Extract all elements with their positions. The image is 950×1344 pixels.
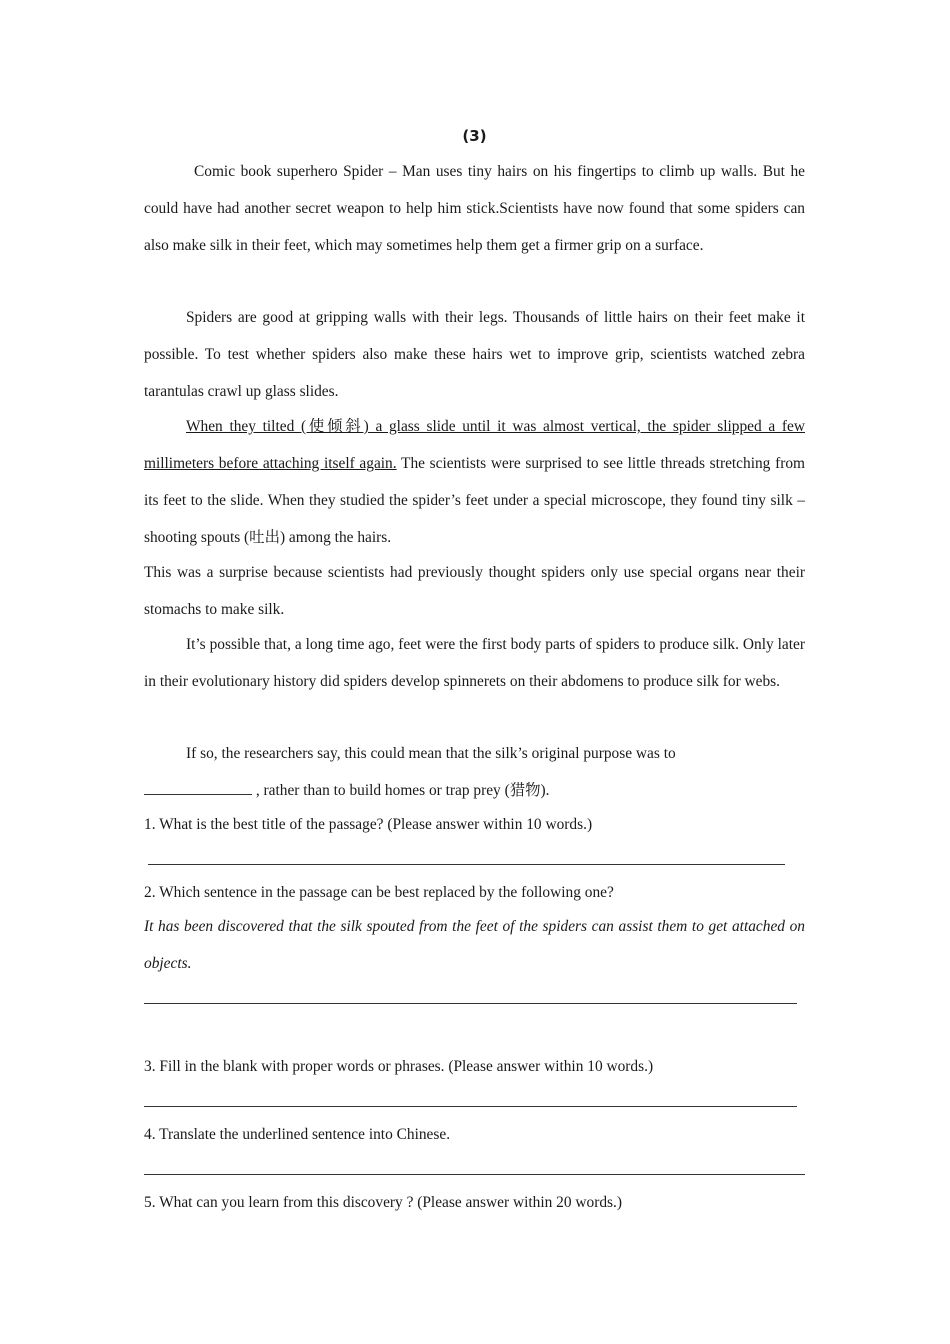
- question-5: 5. What can you learn from this discovery ? (Please answer within 20 words.): [144, 1194, 622, 1211]
- section-title: (3): [462, 127, 487, 145]
- answer-line-3[interactable]: [144, 1106, 797, 1107]
- question-2-sentence: It has been discovered that the silk spouted from the feet of the spiders can assist them to get attached on objects.: [144, 918, 805, 972]
- question-2: 2. Which sentence in the passage can be best replaced by the following one?: [144, 884, 614, 901]
- question-4: 4. Translate the underlined sentence into Chinese.: [144, 1126, 451, 1143]
- answer-line-1[interactable]: [148, 864, 785, 865]
- paragraph-5: It’s possible that, a long time ago, feet were the first body parts of spiders to produce silk. Only later in their evolutionary history did spiders develop spinnerets on their abdomens to produce silk for webs.: [144, 636, 805, 690]
- fill-blank[interactable]: [144, 780, 252, 795]
- paragraph-4: This was a surprise because scientists had previously thought spiders only use special organs near their stomachs to make silk.: [144, 564, 805, 618]
- underlined-sentence: When they tilted (使倾斜) a glass slide until it was almost vertical, the spider slipped a few millimeters before attaching itself again.: [144, 418, 805, 472]
- question-1: 1. What is the best title of the passage? (Please answer within 10 words.): [144, 816, 593, 833]
- paragraph-6: [144, 735, 805, 809]
- paragraph-6-end: , rather than to build homes or trap prey (猎物).: [252, 782, 550, 799]
- paragraph-3: [144, 408, 805, 556]
- answer-line-4[interactable]: [144, 1174, 805, 1175]
- question-3: 3. Fill in the blank with proper words or phrases. (Please answer within 10 words.): [144, 1058, 654, 1075]
- paragraph-1: Comic book superhero Spider – Man uses tiny hairs on his fingertips to climb up walls. But he could have had another secret weapon to help him stick.Scientists have now found that some spiders can also make silk in their feet, which may sometimes help them get a firmer grip on a surface.: [144, 163, 805, 254]
- answer-line-2[interactable]: [144, 1003, 797, 1004]
- paragraph-3-rest: The scientists were surprised to see little threads stretching from its feet to the slide. When they studied the spider’s feet under a special microscope, they found tiny silk – shooting spouts (吐出) among the hairs.: [144, 455, 806, 546]
- paragraph-6-start: If so, the researchers say, this could mean that the silk’s original purpose was to: [186, 745, 676, 762]
- paragraph-2: Spiders are good at gripping walls with their legs. Thousands of little hairs on their feet make it possible. To test whether spiders also make these hairs wet to improve grip, scientists watched zebra tarantulas crawl up glass slides.: [144, 309, 805, 400]
